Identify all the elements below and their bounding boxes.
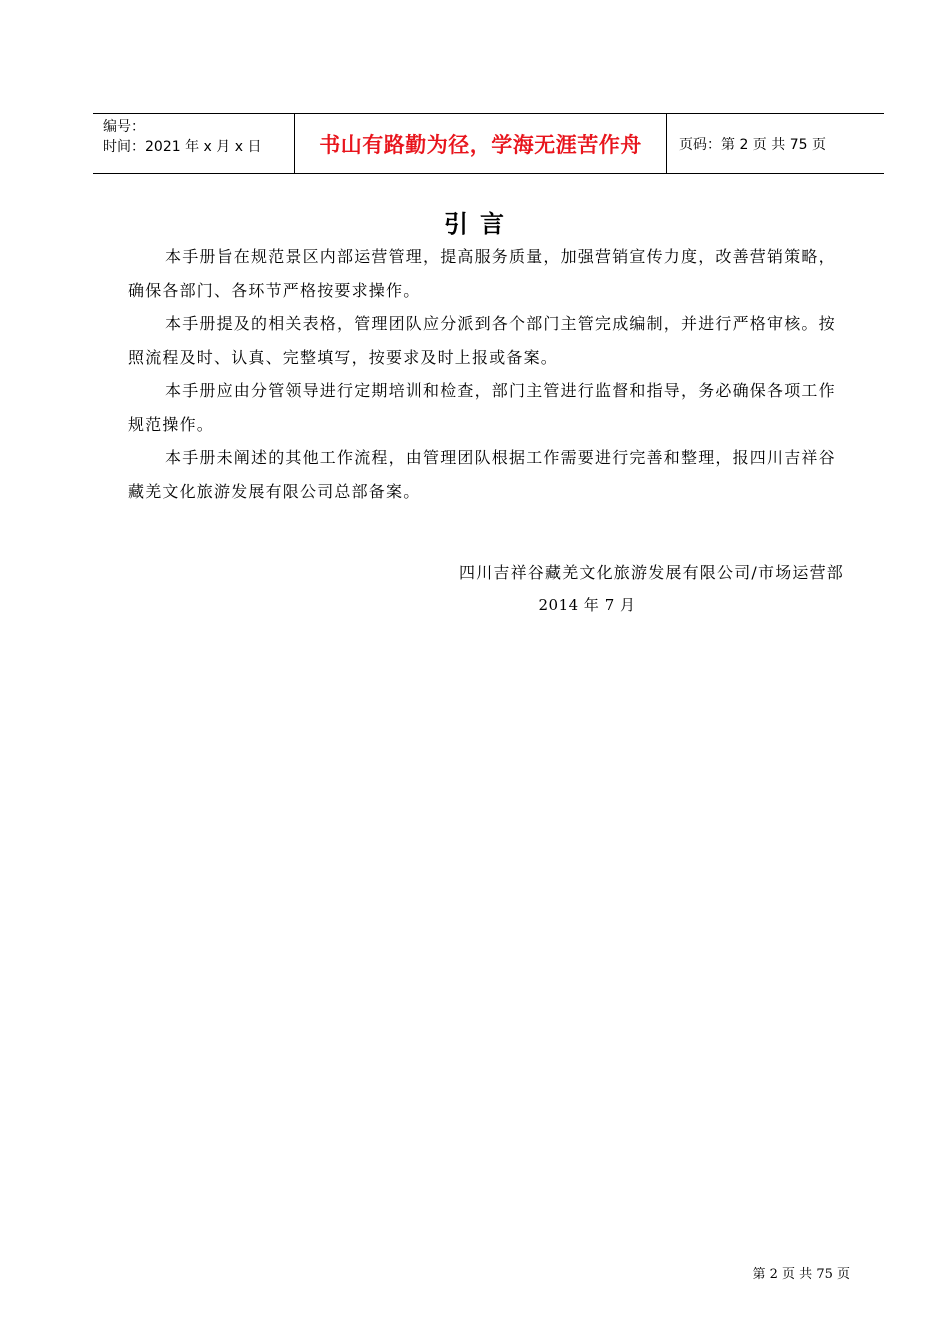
page-footer: 第 2 页 共 75 页 bbox=[752, 1267, 850, 1282]
header-motto-cell bbox=[295, 114, 667, 173]
document-body bbox=[128, 240, 852, 508]
paragraph: 本手册未阐述的其他工作流程，由管理团队根据工作需要进行完善和整理，报四川吉祥谷藏羌文化旅游发展有限公司总部备案。 bbox=[128, 448, 836, 501]
document-title: 引言 bbox=[444, 210, 516, 238]
header-page-number: 页码：第 2 页 共 75 页 bbox=[679, 136, 826, 153]
paragraph: 本手册应由分管领导进行定期培训和检查，部门主管进行监督和指导，务必确保各项工作规范操作。 bbox=[128, 381, 836, 434]
header-page-cell bbox=[667, 114, 884, 173]
header-motto: 书山有路勤为径，学海无涯苦作舟 bbox=[319, 132, 642, 157]
header-meta-cell bbox=[93, 114, 295, 173]
page-header bbox=[93, 113, 884, 174]
signature-line: 四川吉祥谷藏羌文化旅游发展有限公司/市场运营部 bbox=[459, 563, 844, 582]
paragraph: 本手册旨在规范景区内部运营管理，提高服务质量，加强营销宣传力度，改善营销策略，确保各部门、各环节严格按要求操作。 bbox=[128, 247, 836, 300]
paragraph: 本手册提及的相关表格，管理团队应分派到各个部门主管完成编制，并进行严格审核。按照流程及时、认真、完整填写，按要求及时上报或备案。 bbox=[128, 314, 836, 367]
document-time-label: 时间：2021 年 x 月 x 日 bbox=[103, 139, 262, 155]
signature-date: 2014 年 7 月 bbox=[538, 596, 636, 614]
document-number-label: 编号： bbox=[103, 119, 145, 135]
